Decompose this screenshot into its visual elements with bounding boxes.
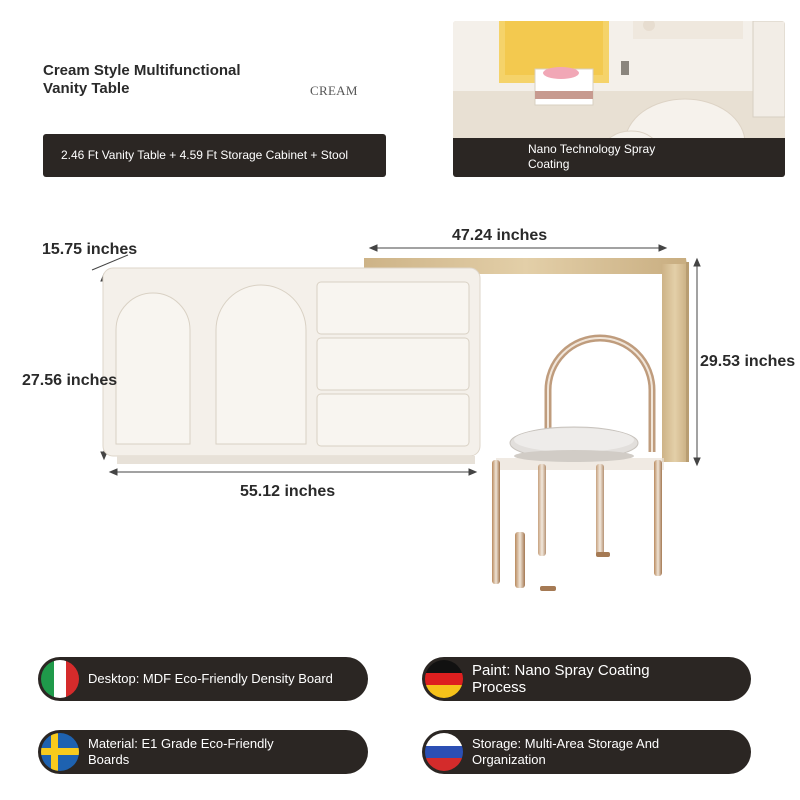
photo-caption-line1: Nano Technology Spray xyxy=(528,142,656,156)
product-title-line2: Vanity Table xyxy=(43,80,130,97)
feature-text: Material: E1 Grade Eco-Friendly Boards xyxy=(88,736,274,767)
arched-door-right xyxy=(216,285,306,444)
sweden-flag-icon xyxy=(41,733,79,771)
desk-leg xyxy=(662,264,688,462)
arched-door-left xyxy=(116,293,190,444)
italy-flag-icon xyxy=(41,660,79,698)
subtitle-text: 2.46 Ft Vanity Table + 4.59 Ft Storage Cabinet + Stool xyxy=(61,148,349,162)
feature-text: Desktop: MDF Eco-Friendly Density Board xyxy=(88,671,333,686)
cabinet-height-label: 27.56 inches xyxy=(22,372,118,389)
feature-storage xyxy=(422,730,751,774)
drawer-middle xyxy=(317,338,469,390)
feature-text: Storage: Multi-Area Storage And Organization xyxy=(472,736,660,767)
table-height-label: 29.53 inches xyxy=(700,353,796,370)
feature-paint-process xyxy=(422,657,751,701)
product-title-line1: Cream Style Multifunctional xyxy=(43,62,241,79)
cabinet-length-label: 55.12 inches xyxy=(240,483,336,500)
acrylic-chair xyxy=(492,338,664,591)
feature-board-grade xyxy=(38,730,368,774)
germany-flag-icon xyxy=(425,660,463,698)
russia-flag-icon xyxy=(425,733,463,771)
table-length-label: 47.24 inches xyxy=(452,227,548,244)
brand-logo: CREAM xyxy=(310,83,358,98)
feature-desktop-material xyxy=(38,657,368,701)
feature-text: Paint: Nano Spray Coating Process xyxy=(472,662,650,696)
depth-label: 15.75 inches xyxy=(42,241,138,258)
drawer-bottom xyxy=(317,394,469,446)
photo-caption-line2: Coating xyxy=(528,157,570,171)
drawer-top xyxy=(317,282,469,334)
